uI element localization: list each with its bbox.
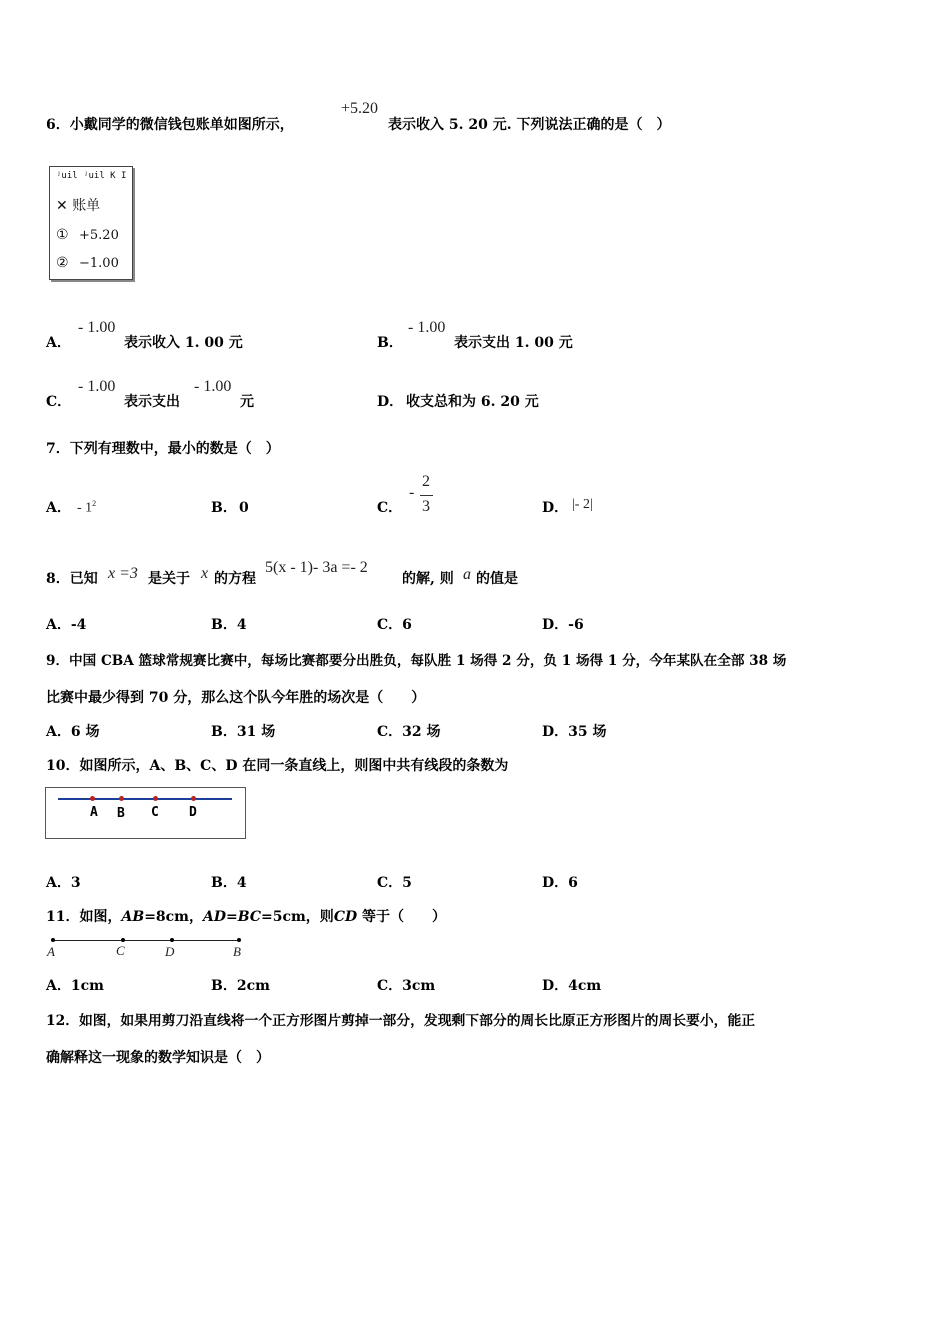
q7-option-d-label: D．: [542, 500, 569, 516]
point-c-label: C: [116, 943, 125, 958]
q8-option-a: A．-4: [46, 617, 87, 633]
q7-option-c-denominator: 3: [422, 498, 430, 515]
q8-option-b: B．4: [211, 617, 247, 633]
bill-item-2: [56, 255, 119, 271]
q8-stem-math-1: x =3: [108, 565, 138, 582]
q7-option-a-math: [77, 499, 96, 517]
point-b-label: B: [117, 806, 125, 821]
q11-option-a: A．1cm: [46, 978, 104, 994]
point-a-dot: [90, 796, 95, 801]
point-d-dot: [170, 938, 174, 942]
point-b-dot: [119, 796, 124, 801]
point-a-label: A: [90, 805, 98, 820]
q6-option-a-text: 表示收入 1. 00 元: [124, 335, 243, 351]
wechat-bill-figure: [49, 166, 133, 280]
q10-option-b: B．4: [211, 875, 247, 891]
q11-stem-part-1: 11．如图，: [46, 909, 122, 925]
q9-stem-line-1: 9．中国 CBA 篮球常规赛比赛中，每场比赛都要分出胜负，每队胜 1 场得 2 分，负 1 场得 1 分，今年某队在全部 38 场: [46, 653, 787, 669]
number-line: [58, 798, 232, 800]
q11-segment-ad: AD: [203, 909, 227, 925]
q8-stem-part-4: 的解, 则: [402, 571, 454, 587]
q10-option-c: C．5: [377, 875, 412, 891]
phone-status-bar: ʲuil ʲuil K I: [56, 171, 127, 181]
q7-option-b-text: 0: [239, 500, 249, 516]
q8-option-d: D．-6: [542, 617, 584, 633]
q8-stem-math-3: a: [463, 566, 471, 583]
segment-line: [53, 940, 239, 941]
q6-option-c-math-2: - 1.00: [194, 378, 232, 395]
q9-option-b: B．31 场: [211, 724, 276, 740]
point-a-dot: [51, 938, 55, 942]
q6-stem-math: +5.20: [341, 100, 379, 117]
q11-option-b: B．2cm: [211, 978, 270, 994]
q7-option-c-sign: -: [409, 484, 415, 501]
point-d-label: D: [189, 805, 197, 820]
point-c-dot: [121, 938, 125, 942]
q6-option-b-label: B．: [377, 335, 403, 351]
q8-stem-part-3: 的方程: [214, 571, 256, 587]
q9-option-a: A．6 场: [46, 724, 100, 740]
q12-stem-line-2: 确解释这一现象的数学知识是（ ）: [46, 1050, 270, 1066]
q7-option-a-base: - 1: [77, 500, 93, 516]
q7-option-a-label: A．: [46, 500, 71, 516]
q11-option-c: C．3cm: [377, 978, 436, 994]
point-c-dot: [153, 796, 158, 801]
q6-option-a-math: - 1.00: [78, 319, 116, 336]
q6-option-d-text: 收支总和为 6. 20 元: [406, 394, 539, 410]
q7-option-d-math: |- 2|: [572, 497, 593, 512]
q8-stem-part-1: 8．已知: [46, 571, 98, 587]
q12-stem-line-1: 12．如图，如果用剪刀沿直线将一个正方形图片剪掉一部分，发现剩下部分的周长比原正方形图片的周长要小，能正: [46, 1013, 756, 1029]
q6-option-b-math: - 1.00: [408, 319, 446, 336]
q11-stem: [46, 908, 446, 926]
bill-header: [56, 195, 100, 215]
q10-stem: 10．如图所示，A、B、C、D 在同一条直线上，则图中共有线段的条数为: [46, 758, 509, 774]
point-c-label: C: [151, 805, 159, 820]
q7-option-a-exponent: 2: [92, 499, 97, 508]
q11-segment-ab: AB: [121, 909, 145, 925]
q6-option-c-label: C．: [46, 394, 72, 410]
q6-option-d-label: D．: [377, 394, 404, 410]
q11-stem-part-2: =8cm，: [144, 909, 203, 925]
bill-item-marker: ①: [56, 227, 69, 243]
bill-title: 账单: [72, 198, 101, 214]
q9-option-c: C．32 场: [377, 724, 441, 740]
q10-line-figure: [45, 787, 246, 839]
q7-option-b-label: B．: [211, 500, 237, 516]
q8-option-c: C．6: [377, 617, 412, 633]
q6-option-b-text: 表示支出 1. 00 元: [454, 335, 573, 351]
point-d-label: D: [165, 944, 175, 959]
point-d-dot: [191, 796, 196, 801]
q8-stem-equation: 5(x - 1)- 3a =- 2: [265, 559, 368, 576]
close-icon: ✕: [56, 198, 68, 214]
q11-segment-cd: CD: [333, 909, 358, 925]
point-a-label: A: [47, 944, 55, 959]
point-b-label: B: [233, 944, 241, 959]
bill-item-amount: +5.20: [79, 228, 119, 243]
q8-stem-part-5: 的值是: [476, 571, 518, 587]
q11-option-d: D．4cm: [542, 978, 602, 994]
q7-option-c-numerator: 2: [422, 473, 430, 490]
q6-option-a-label: A．: [46, 335, 71, 351]
q11-stem-part-3: =: [226, 909, 238, 925]
q11-line-figure: [46, 930, 246, 962]
fraction-bar: [420, 495, 433, 496]
q11-segment-bc: BC: [237, 909, 261, 925]
q9-stem-line-2: 比赛中最少得到 70 分，那么这个队今年胜的场次是（ ）: [46, 690, 426, 706]
q6-option-c-math-1: - 1.00: [78, 378, 116, 395]
q10-option-a: A．3: [46, 875, 81, 891]
q9-option-d: D．35 场: [542, 724, 607, 740]
bill-item-amount: −1.00: [79, 256, 119, 271]
q8-stem-part-2: 是关于: [148, 571, 190, 587]
q7-option-c-label: C．: [377, 500, 403, 516]
q6-stem-prefix: 6．小戴同学的微信钱包账单如图所示，: [46, 117, 294, 133]
q6-option-c-text-1: 表示支出: [124, 394, 180, 410]
q6-stem-suffix: 表示收入 5. 20 元. 下列说法正确的是（ ）: [388, 117, 671, 133]
bill-item-1: [56, 227, 119, 243]
q11-stem-part-4: =5cm，则: [261, 909, 334, 925]
q6-option-c-text-2: 元: [240, 394, 254, 410]
point-b-dot: [237, 938, 241, 942]
q8-stem-math-2: x: [201, 565, 209, 582]
q7-stem: 7．下列有理数中，最小的数是（ ）: [46, 441, 280, 457]
q10-option-d: D．6: [542, 875, 578, 891]
bill-item-marker: ②: [56, 255, 69, 271]
q11-stem-part-5: 等于（ ）: [357, 909, 446, 925]
